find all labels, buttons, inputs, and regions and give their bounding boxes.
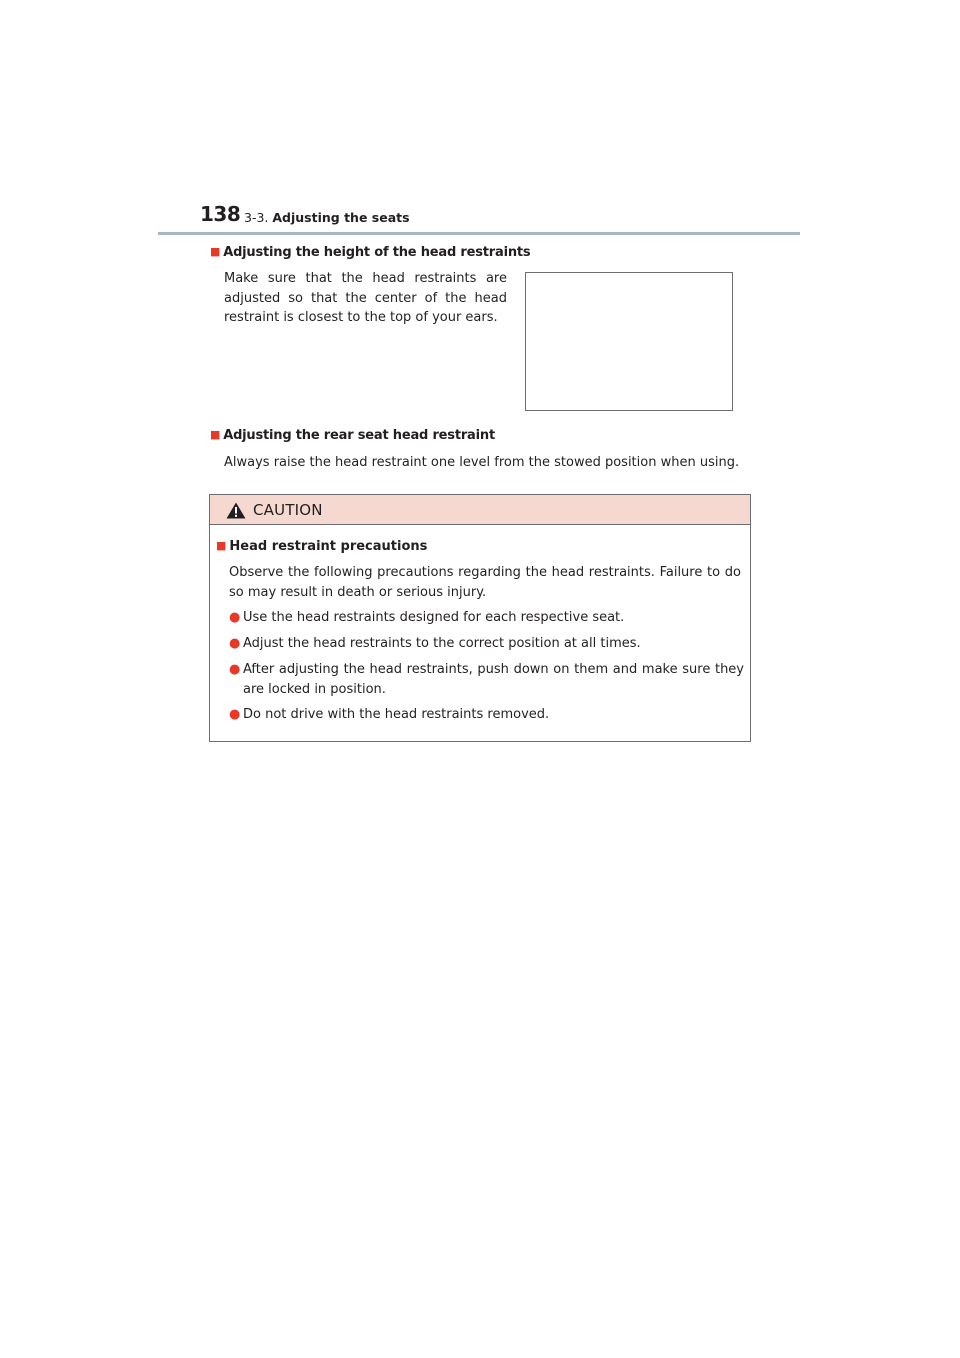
circle-bullet-icon: ●	[229, 707, 241, 722]
bullet-text: After adjusting the head restraints, push down on them and make sure they are locked in position.	[243, 662, 744, 697]
header-divider	[158, 232, 800, 235]
section-body-rear: Always raise the head restraint one level from the stowed position when using.	[224, 455, 740, 470]
section-heading-height	[210, 245, 530, 260]
bullet-text: Adjust the head restraints to the correct position at all times.	[243, 636, 641, 651]
square-bullet-icon: ■	[210, 245, 221, 258]
section-body-height: Make sure that the head restraints are adjusted so that the center of the head restraint is closest to the top of your ears.	[224, 271, 507, 325]
caution-bullet	[229, 705, 744, 725]
bullet-text: Use the head restraints designed for each respective seat.	[243, 610, 625, 625]
section-title	[244, 210, 410, 225]
heading-text: Head restraint precautions	[229, 539, 428, 554]
square-bullet-icon: ■	[210, 428, 221, 441]
caution-heading	[216, 539, 427, 554]
circle-bullet-icon: ●	[229, 636, 241, 651]
section-prefix: 3-3.	[244, 210, 273, 225]
bullet-text: Do not drive with the head restraints removed.	[243, 707, 550, 722]
heading-text: Adjusting the height of the head restraints	[223, 245, 531, 260]
caution-bullet	[229, 660, 744, 699]
square-bullet-icon: ■	[216, 539, 227, 552]
page-number: 138	[200, 202, 241, 226]
section-heading-rear	[210, 428, 495, 443]
caution-bullet	[229, 634, 744, 654]
caution-bullet	[229, 608, 744, 628]
caution-label: CAUTION	[253, 501, 323, 519]
heading-text: Adjusting the rear seat head restraint	[223, 428, 495, 443]
section-name: Adjusting the seats	[272, 210, 410, 225]
warning-triangle-icon	[226, 502, 246, 519]
circle-bullet-icon: ●	[229, 610, 241, 625]
caution-header	[210, 495, 750, 525]
page-header	[200, 202, 800, 234]
illustration-placeholder	[525, 272, 733, 411]
caution-box	[209, 494, 751, 742]
circle-bullet-icon: ●	[229, 662, 241, 677]
caution-intro: Observe the following precautions regarding the head restraints. Failure to do so may result in death or serious injury.	[229, 565, 741, 600]
